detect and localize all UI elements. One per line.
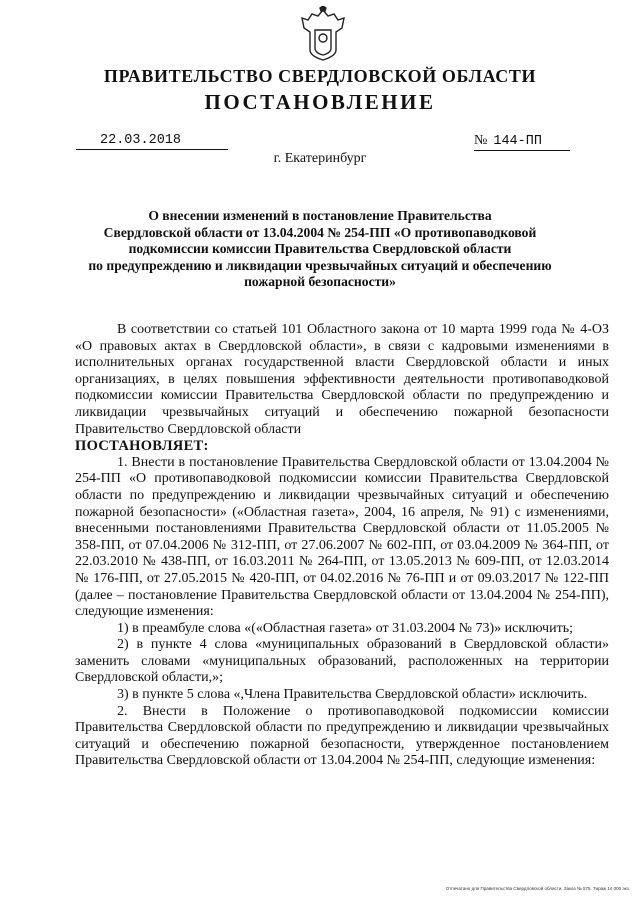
print-note: Отпечатано для Правительства Свердловской области. Заказ № 575. Тираж 14 000 экз. [445,886,630,891]
document-body [75,322,609,770]
decree-heading: ПОСТАНОВЛЯЕТ: [75,438,209,455]
document-date: 22.03.2018 [76,132,228,150]
item-2-paragraph: 2. Внести в Положение о противопаводковой подкомиссии комиссии Правительства Свердловской области по предупреждению и ликвидации чрезвычайных ситуаций и обеспечению пожарной безопасности, утвержденное постановлением Правительства Свердловской области от 13.04.2004 № 254-ПП, следующие изменения: [75,703,609,769]
subitem-2: 2) в пункте 4 слова «муниципальных образований в Свердловской области» заменить словами «муниципальных образований, расположенных на территории Свердловской области,»; [75,637,609,686]
document-type: ПОСТАНОВЛЕНИЕ [204,90,436,114]
subitem-3: 3) в пункте 5 слова «,Члена Правительства Свердловской области» исключить. [117,687,588,703]
title-line: подкомиссии комиссии Правительства Свердловской области [128,241,512,256]
coat-of-arms-emblem [298,6,348,62]
subitem-1: 1) в преамбуле слова «(«Областная газета» от 31.03.2004 № 73)» исключить; [117,620,573,636]
government-name: ПРАВИТЕЛЬСТВО СВЕРДЛОВСКОЙ ОБЛАСТИ [103,66,537,86]
title-line: О внесении изменений в постановление Правительства [148,208,492,223]
document-title [60,208,580,291]
title-line: по предупреждению и ликвидации чрезвычайных ситуаций и обеспечению [88,257,552,273]
title-line: пожарной безопасности» [244,274,396,289]
item-1-paragraph: 1. Внести в постановление Правительства Свердловской области от 13.04.2004 № 254-ПП «О противопаводковой подкомиссии комиссии Правительства Свердловской области по предупреждению и ликвидации чрезвычайных ситуаций и обеспечению пожарной безопасности» («Областная газета», 2004, 16 апреля, № 91) с изменениями, внесенными постановлениями Правительства Свердловской области от 11.05.2005 № 358-ПП, от 07.04.2006 № 312-ПП, от 27.06.2007 № 602-ПП, от 03.04.2009 № 364-ПП, от 22.03.2010 № 438-ПП, от 16.03.2011 № 264-ПП, от 13.05.2013 № 609-ПП, от 12.03.2014 № 176-ПП, от 27.05.2015 № 420-ПП, от 04.02.2016 № 76-ПП и от 09.03.2017 № 122-ПП (далее – постановление Правительства Свердловской области от 13.04.2004 № 254-ПП), следующие изменения: [75,454,609,620]
city: г. Екатеринбург [273,151,367,166]
number-label: № [474,133,488,148]
number-value: 144-ПП [493,134,542,149]
preamble-paragraph: В соответствии со статьей 101 Областного закона от 10 марта 1999 года № 4-ОЗ «О правовых актах в Свердловской области», в связи с кадровыми изменениями в исполнительных органах государственной власти Свердловской области и иных организациях, в целях повышения эффективности деятельности противопаводковой подкомиссии комиссии Правительства Свердловской области по предупреждению и ликвидации чрезвычайных ситуаций и обеспечению пожарной безопасности Правительство Свердловской области [75,322,609,437]
document-number [474,132,570,151]
title-line: Свердловской области от 13.04.2004 № 254-ПП «О противопаводковой [103,224,537,240]
